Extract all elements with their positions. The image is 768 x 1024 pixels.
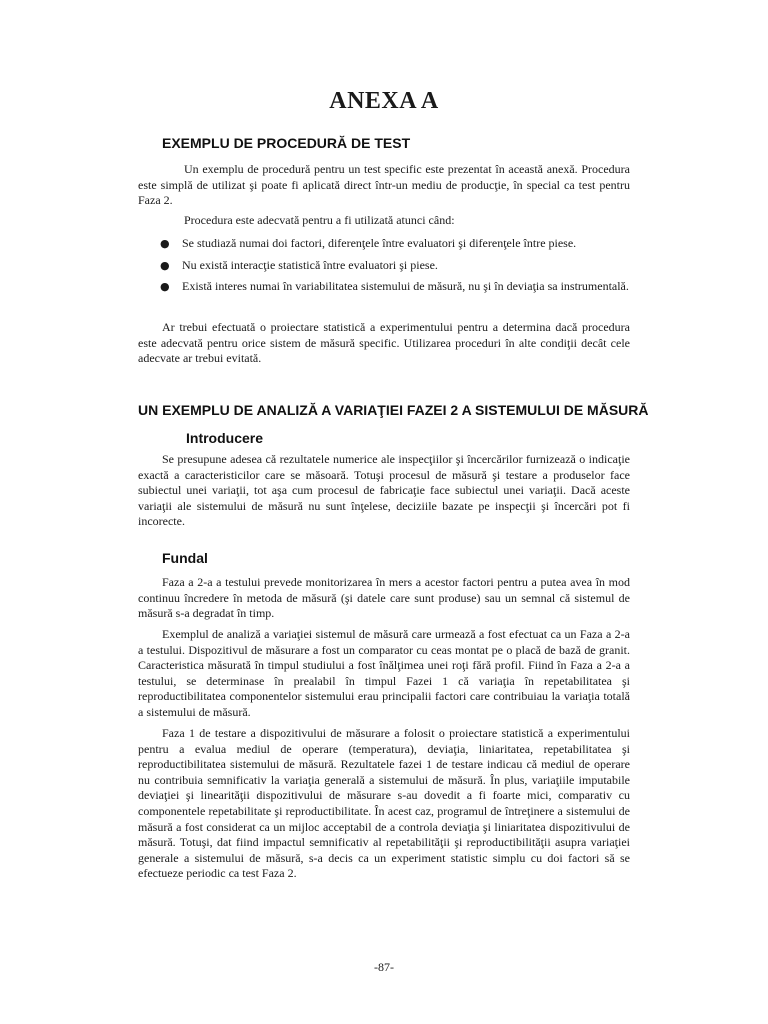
subheading-fundal: Fundal xyxy=(162,550,208,566)
bullet-icon: ● xyxy=(160,280,170,294)
list-item-text: Există interes numai în variabilitatea sistemului de măsură, nu şi în deviaţia sa instrumentală. xyxy=(182,279,629,294)
paragraph-introducere: Se presupune adesea că rezultatele numerice ale inspecţiilor şi încercărilor furnizează o indicaţie exactă a caracteristicilor care se măsoară. Totuşi procesul de măsură şi testare a produselor face subiectul unei variaţii, tot aşa cum procesul de fabricaţie face subiectul unei variaţii. Dacă aceste variaţii ale sistemului de măsură nu sunt înţelese, deciziile bazate pe inspecţii şi încercări pot fi incorecte. xyxy=(138,452,630,529)
paragraph-fundal-2: Exemplul de analiză a variaţiei sistemul de măsură care urmează a fost efectuat ca un Faza a 2-a a testului. Dispozitivul de măsurare a fost un comparator cu ceas montat pe o placă de bază de granit. Caracteristica măsurată în timpul studiului a fost înălţimea unei roţi fără profil. Fiind în Faza a 2-a a testului, se determinase în prealabil în timpul Fazei 1 că variaţia în repetabilitatea şi reproductibilitatea componentelor sistemului erau principalii factori care contribuiau la variaţia totală a sistemului de măsură. xyxy=(138,627,630,719)
list-item xyxy=(138,236,630,252)
paragraph-intro: Un exemplu de procedură pentru un test specific este prezentat în această anexă. Procedura este simplă de utilizat şi poate fi aplicată direct într-un mediu de producţie, în special ca test pentru Faza 2. xyxy=(138,162,630,208)
list-item xyxy=(138,258,630,274)
conditions-list xyxy=(138,236,630,301)
list-item-text: Se studiază numai doi factori, diferenţele între evaluatori şi diferenţele între piese. xyxy=(182,236,577,250)
paragraph-fundal-3: Faza 1 de testare a dispozitivului de măsurare a folosit o proiectare statistică a experimentului pentru a evalua mediul de operare (temperatura), deviaţia, liniaritatea, repetabilitatea şi reproductibilitatea sistemului de măsură. Rezultatele fazei 1 de testare indicau că mediul de operare nu contribuia semnificativ la variaţia generală a sistemului de măsură. În plus, variaţiile imputabile deviaţiei şi linearităţii dispozitivului de măsurare s-au dovedit a fi foarte mici, comparativ cu componentele repetabilitate şi reproductibilitate. În acest caz, programul de întreţinere a sistemului de măsură a fost considerat ca un mijloc acceptabil de a controla deviaţia şi liniaritatea dispozitivului de măsură. Totuşi, dat fiind impactul semnificativ al repetabilităţii şi reproductibilităţii asupra variaţiei generale a sistemului de măsură, s-a decis ca un experiment statistic simplu cu doi factori să se efectueze periodic ca test Faza 2. xyxy=(138,726,630,881)
page-title: ANEXA A xyxy=(329,88,439,114)
bullet-icon: ● xyxy=(160,237,170,250)
section-heading-procedure: EXEMPLU DE PROCEDURĂ DE TEST xyxy=(162,135,411,151)
bullet-icon: ● xyxy=(160,258,170,272)
section-heading-analysis: UN EXEMPLU DE ANALIZĂ A VARIAŢIEI FAZEI 2 A SISTEMULUI DE MĂSURĂ xyxy=(138,402,649,418)
list-item-text: Nu există interacţie statistică între evaluatori şi piese. xyxy=(182,257,438,272)
paragraph-conditions: Procedura este adecvată pentru a fi utilizată atunci când: xyxy=(184,213,455,227)
page-number: -87- xyxy=(374,960,394,974)
paragraph-design: Ar trebui efectuată o proiectare statistică a experimentului pentru a determina dacă procedura este adecvată pentru orice sistem de măsură specific. Utilizarea proceduri în alte condiţii decât cele adecvate ar trebui evitată. xyxy=(138,320,630,366)
subheading-introducere: Introducere xyxy=(186,430,264,446)
list-item xyxy=(138,279,630,295)
paragraph-fundal-1: Faza a 2-a a testului prevede monitorizarea în mers a acestor factori pentru a putea avea în mod continuu încredere în metoda de măsură (şi datele care sunt produse) sau un semnal că sistemul de măsură s-a degradat în timp. xyxy=(138,575,630,621)
